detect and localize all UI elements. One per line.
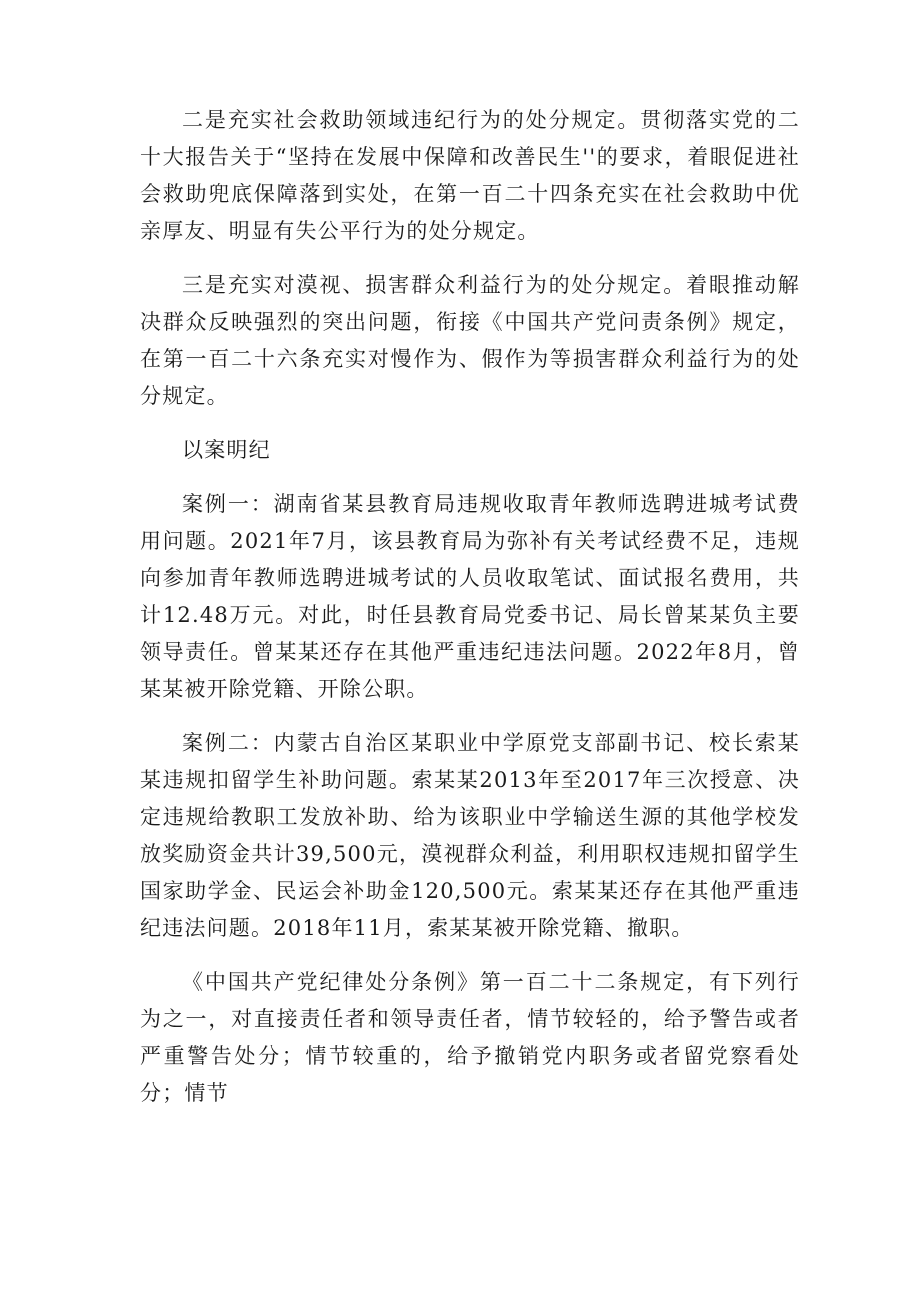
paragraph-case-two: 案例二：内蒙古自治区某职业中学原党支部副书记、校长索某某违规扣留学生补助问题。索某某2013年至2017年三次授意、决定违规给教职工发放补助、给为该职业中学输送生源的其他学校发放奖励资金共计39,500元，漠视群众利益，利用职权违规扣留学生国家助学金、民运会补助金120,500元。索某某还存在其他严重违纪违法问题。2018年11月，索某某被开除党籍、撤职。 xyxy=(140,731,800,940)
paragraph-case-one: 案例一：湖南省某县教育局违规收取青年教师选聘进城考试费用问题。2021年7月，该县教育局为弥补有关考试经费不足，违规向参加青年教师选聘进城考试的人员收取笔试、面试报名费用，共计12.48万元。对此，时任县教育局党委书记、局长曾某某负主要领导责任。曾某某还存在其他严重违纪违法问题。2022年8月，曾某某被开除党籍、开除公职。 xyxy=(140,492,800,701)
paragraph-social-assistance: 二是充实社会救助领域违纪行为的处分规定。贯彻落实党的二十大报告关于“坚持在发展中保障和改善民生''的要求，着眼促进社会救助兜底保障落到实处，在第一百二十四条充实在社会救助中优亲厚友、明显有失公平行为的处分规定。 xyxy=(140,108,800,243)
paragraph-regulation-article: 《中国共产党纪律处分条例》第一百二十二条规定，有下列行为之一，对直接责任者和领导责任者，情节较轻的，给予警告或者严重警告处分；情节较重的，给予撤销党内职务或者留党察看处分；情节 xyxy=(140,970,800,1105)
document-page xyxy=(140,102,800,1129)
paragraph-mass-interests: 三是充实对漠视、损害群众利益行为的处分规定。着眼推动解决群众反映强烈的突出问题，衔接《中国共产党问责条例》规定，在第一百二十六条充实对慢作为、假作为等损害群众利益行为的处分规定。 xyxy=(140,273,800,408)
section-heading-cases: 以案明纪 xyxy=(182,438,271,462)
